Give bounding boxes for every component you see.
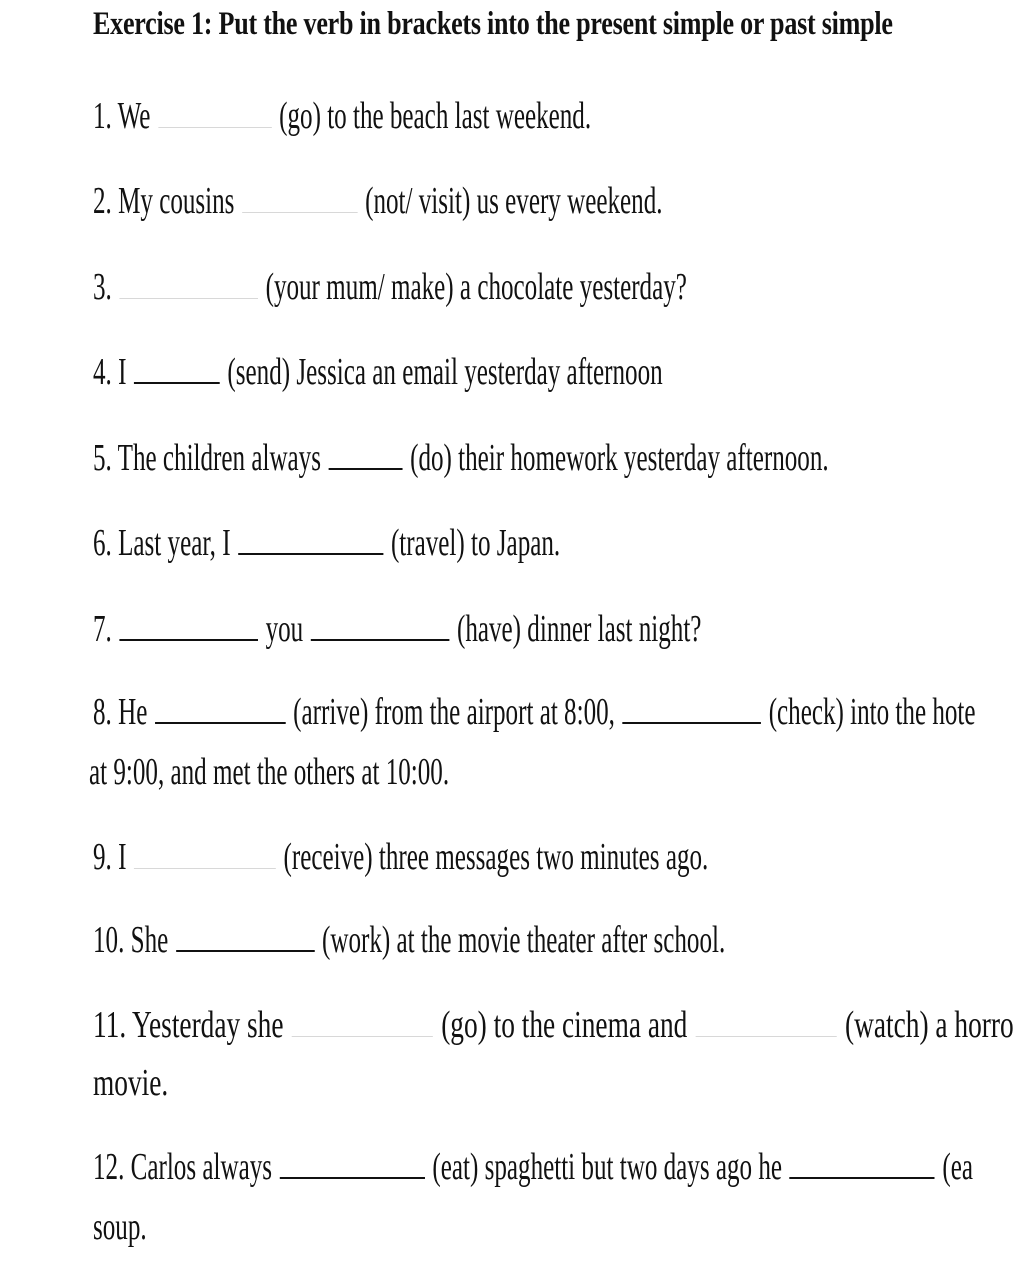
- item-text: (check) into the hote: [768, 691, 976, 733]
- item-text: The children always: [117, 437, 321, 479]
- exercise-item-10: [93, 921, 725, 959]
- item-text: (eat) spaghetti but two days ago he: [432, 1146, 783, 1188]
- item-text: My cousins: [118, 180, 235, 222]
- item-text: (send) Jessica an email yesterday afternoon: [227, 351, 663, 393]
- exercise-item-1: [93, 97, 591, 135]
- item-number: 10.: [93, 919, 125, 961]
- item-number: 2.: [93, 180, 112, 222]
- exercise-item-5: [93, 439, 829, 477]
- item-number: 7.: [93, 608, 112, 650]
- exercise-item-3: [93, 268, 687, 306]
- item-text: I: [118, 836, 127, 878]
- item-text: soup.: [93, 1206, 147, 1248]
- item-text: (have) dinner last night?: [456, 608, 702, 650]
- answer-blank[interactable]: [158, 127, 272, 128]
- item-number: 11.: [93, 1004, 127, 1046]
- answer-blank[interactable]: [119, 298, 258, 299]
- item-text: (arrive) from the airport at 8:00,: [293, 691, 615, 733]
- item-text: (ea: [942, 1146, 974, 1188]
- item-text: Last year, I: [118, 522, 231, 564]
- answer-blank[interactable]: [696, 1036, 837, 1037]
- item-text: (go) to the cinema and: [441, 1004, 688, 1046]
- exercise-item-2: [93, 182, 663, 220]
- item-text: (not/ visit) us every weekend.: [365, 180, 663, 222]
- item-number: 5.: [93, 437, 112, 479]
- item-text: Yesterday she: [132, 1004, 284, 1046]
- answer-blank[interactable]: [280, 1177, 425, 1179]
- exercise-item-8-continuation: [89, 753, 449, 791]
- exercise-item-12: [93, 1148, 973, 1186]
- answer-blank[interactable]: [155, 722, 286, 724]
- exercise-item-11-continuation: [93, 1064, 168, 1102]
- item-text: (work) at the movie theater after school.: [322, 919, 726, 961]
- answer-blank[interactable]: [119, 639, 258, 641]
- answer-blank[interactable]: [238, 553, 383, 555]
- item-number: 4.: [93, 351, 112, 393]
- exercise-item-9: [93, 838, 708, 876]
- answer-blank[interactable]: [176, 950, 315, 952]
- item-number: 12.: [93, 1146, 125, 1188]
- exercise-item-8: [93, 693, 976, 731]
- answer-blank[interactable]: [242, 212, 358, 213]
- answer-blank[interactable]: [134, 382, 220, 384]
- item-text: (receive) three messages two minutes ago.: [283, 836, 709, 878]
- item-text: at 9:00, and met the others at 10:00.: [89, 751, 450, 793]
- item-text: He: [118, 691, 148, 733]
- answer-blank[interactable]: [292, 1036, 433, 1037]
- exercise-item-11: [93, 1006, 1014, 1044]
- exercise-item-12-continuation: [93, 1208, 147, 1246]
- item-number: 1.: [93, 95, 112, 137]
- answer-blank[interactable]: [623, 722, 762, 724]
- exercise-item-4: [93, 353, 663, 391]
- exercise-item-6: [93, 524, 560, 562]
- item-text: (travel) to Japan.: [390, 522, 561, 564]
- item-text: (watch) a horro: [845, 1004, 1014, 1046]
- answer-blank[interactable]: [134, 868, 276, 869]
- item-number: 8.: [93, 691, 112, 733]
- item-text: I: [118, 351, 127, 393]
- answer-blank[interactable]: [329, 468, 403, 470]
- item-number: 3.: [93, 266, 112, 308]
- item-text: you: [265, 608, 304, 650]
- exercise-title: Exercise 1: Put the verb in brackets into the present simple or past simple: [93, 6, 893, 42]
- item-text: (your mum/ make) a chocolate yesterday?: [265, 266, 687, 308]
- item-text: She: [130, 919, 169, 961]
- item-text: movie.: [93, 1062, 169, 1104]
- item-text: Carlos always: [130, 1146, 273, 1188]
- item-number: 6.: [93, 522, 112, 564]
- item-number: 9.: [93, 836, 112, 878]
- answer-blank[interactable]: [790, 1177, 935, 1179]
- exercise-item-7: [93, 610, 701, 648]
- item-text: We: [117, 95, 151, 137]
- item-text: (go) to the beach last weekend.: [279, 95, 592, 137]
- item-text: (do) their homework yesterday afternoon.: [410, 437, 829, 479]
- answer-blank[interactable]: [311, 639, 450, 641]
